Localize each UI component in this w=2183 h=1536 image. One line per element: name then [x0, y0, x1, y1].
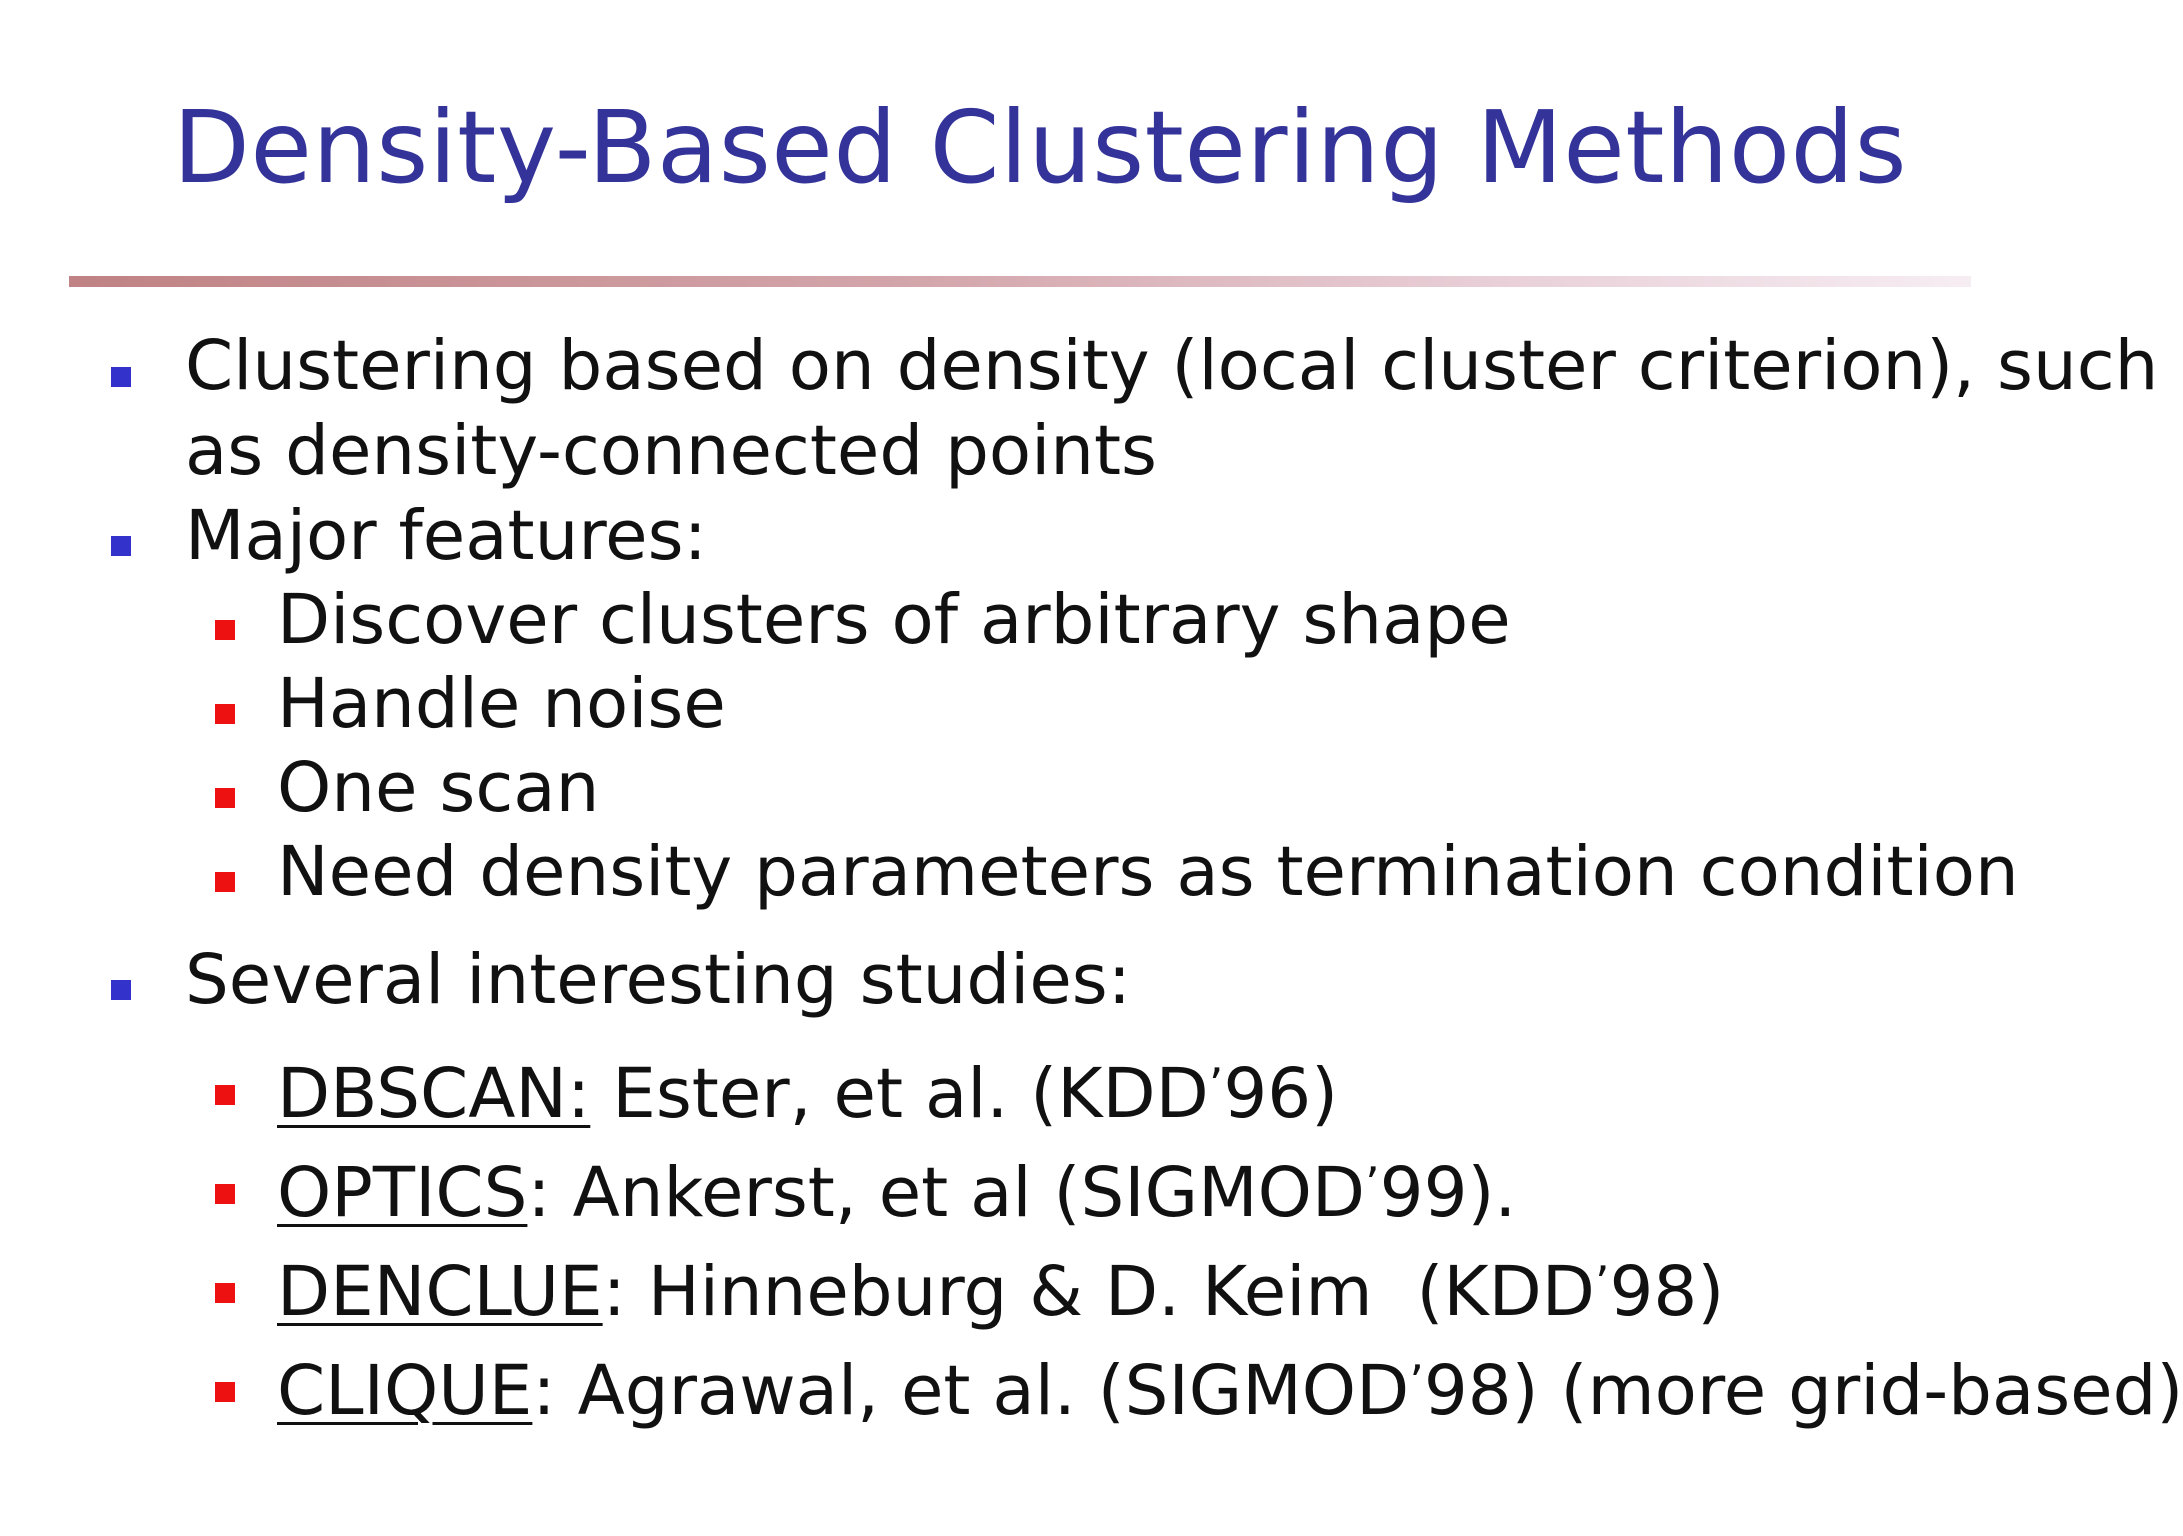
feature-text: One scan [277, 748, 600, 828]
bullet-marker-level2 [215, 1184, 235, 1204]
bullet-marker-level2 [215, 872, 235, 892]
bullet-line: Clustering based on density (local cluster criterion), such [185, 326, 2159, 406]
study-name-denclue[interactable]: DENCLUE [277, 1252, 603, 1332]
feature-item [277, 662, 726, 746]
study-item [277, 1142, 1516, 1235]
bullet-line: Several interesting studies: [185, 940, 1131, 1020]
study-item [277, 1340, 2183, 1433]
slide-title: Density-Based Clustering Methods [172, 89, 1908, 206]
apostrophe: ’ [1208, 1058, 1224, 1112]
title-divider [69, 276, 1971, 287]
bullet-marker-level1 [111, 367, 131, 387]
feature-item [277, 578, 1511, 662]
study-citation: Ester, et al. (KDD [590, 1054, 1209, 1134]
feature-text: Need density parameters as termination condition [277, 832, 2019, 912]
study-year: 96) [1223, 1054, 1339, 1134]
study-year: 98) [1609, 1252, 1725, 1332]
bullet-text [185, 938, 1131, 1022]
bullet-marker-level2 [215, 1085, 235, 1105]
feature-item [277, 746, 599, 830]
bullet-marker-level2 [215, 1382, 235, 1402]
study-item [277, 1241, 1724, 1334]
bullet-line: Major features: [185, 496, 707, 576]
study-name-optics[interactable]: OPTICS [277, 1153, 528, 1233]
apostrophe: ’ [1594, 1256, 1610, 1310]
bullet-text [185, 324, 2158, 408]
bullet-marker-level1 [111, 536, 131, 556]
feature-text: Discover clusters of arbitrary shape [277, 580, 1511, 660]
study-citation: : Ankerst, et al (SIGMOD [527, 1153, 1366, 1233]
study-name-clique[interactable]: CLIQUE [277, 1351, 533, 1431]
study-citation: : Hinneburg & D. Keim (KDD [602, 1252, 1595, 1332]
bullet-marker-level2 [215, 704, 235, 724]
study-year: 98) (more grid-based) [1423, 1351, 2183, 1431]
bullet-line: as density-connected points [185, 411, 1157, 491]
study-item [277, 1043, 1338, 1136]
bullet-marker-level2 [215, 1283, 235, 1303]
bullet-text [185, 494, 707, 578]
feature-item [277, 830, 2019, 914]
study-year: 99). [1379, 1153, 1517, 1233]
bullet-marker-level1 [111, 980, 131, 1000]
bullet-marker-level2 [215, 788, 235, 808]
study-citation: : Agrawal, et al. (SIGMOD [532, 1351, 1410, 1431]
apostrophe: ’ [1409, 1355, 1424, 1409]
bullet-text [185, 409, 1157, 493]
study-name-dbscan[interactable]: DBSCAN: [277, 1054, 591, 1134]
apostrophe: ’ [1365, 1157, 1380, 1211]
bullet-marker-level2 [215, 620, 235, 640]
feature-text: Handle noise [277, 664, 726, 744]
